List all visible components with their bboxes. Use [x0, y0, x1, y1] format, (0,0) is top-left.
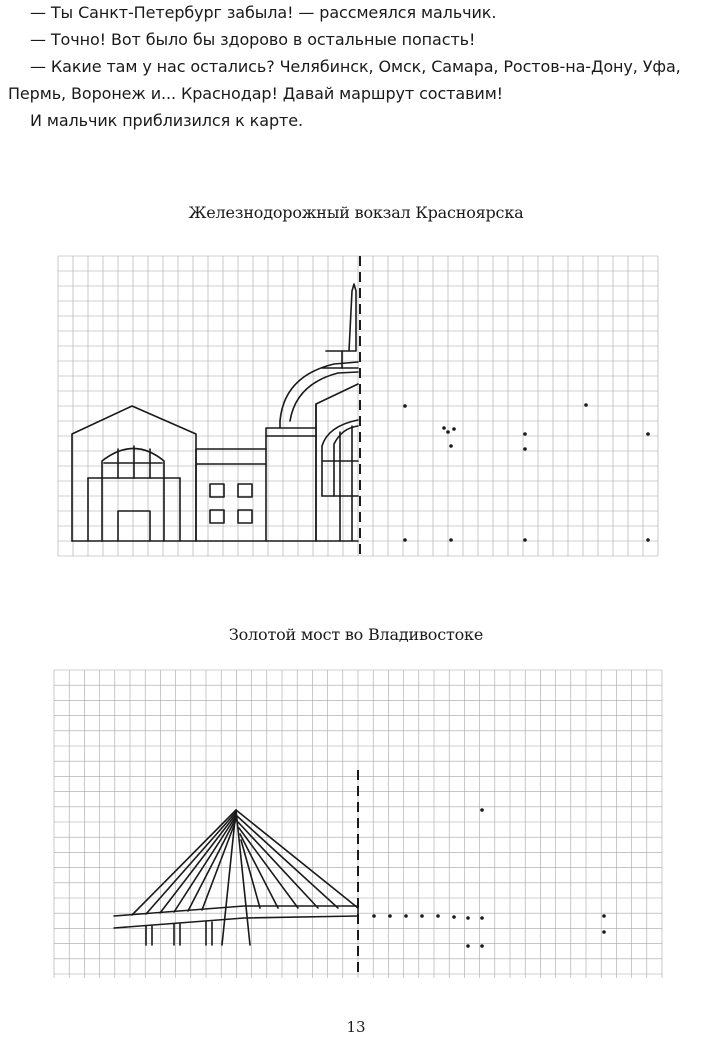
station-grid — [58, 256, 658, 556]
station-left-half-drawing — [72, 284, 358, 541]
story-line-2: — Точно! Вот было бы здорово в остальные попасть! — [30, 30, 476, 49]
bridge-left-half-drawing — [114, 810, 358, 945]
bridge-grid — [54, 670, 662, 978]
exercise-caption-bridge: Золотой мост во Владивостоке — [228, 625, 484, 644]
page-number: 13 — [346, 1018, 366, 1036]
exercise-caption-station: Железнодорожный вокзал Красноярска — [188, 203, 524, 222]
story-line-3: — Какие там у нас остались? Челябинск, Омск, Самара, Ростов-на-Дону, Уфа, — [30, 57, 681, 76]
story-line-4: Пермь, Воронеж и... Краснодар! Давай маршрут составим! — [8, 84, 503, 103]
story-line-5: И мальчик приблизился к карте. — [30, 111, 303, 130]
story-line-1: — Ты Санкт-Петербург забыла! — рассмеялся мальчик. — [30, 3, 497, 22]
